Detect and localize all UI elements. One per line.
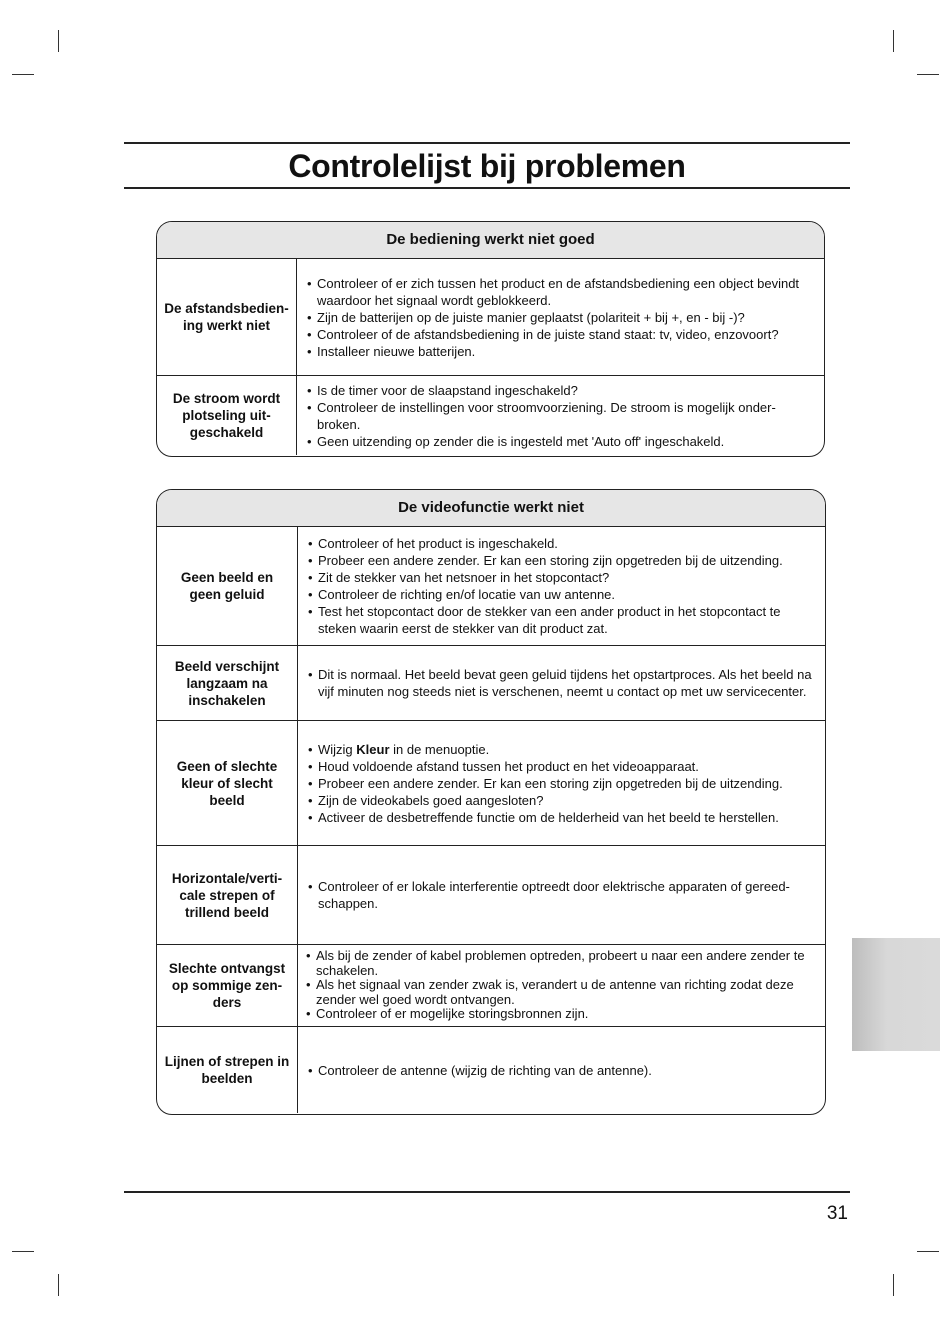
page-number: 31 <box>826 1203 848 1224</box>
solution-item: • Zijn de videokabels goed aangesloten? <box>308 792 819 809</box>
crop-mark <box>12 74 34 75</box>
solutions-cell <box>298 846 825 944</box>
solutions-cell <box>298 527 825 645</box>
issue-cell <box>157 721 298 845</box>
issue-cell <box>157 259 297 375</box>
solution-item: • Test het stopcontact door de stekker van een ander product in het stopcontact te steken waarin eerst de stekker van dit product zat. <box>308 603 819 637</box>
crop-mark <box>58 1274 59 1296</box>
chapter-side-tab <box>852 938 940 1051</box>
issue-cell <box>157 527 298 645</box>
table-heading: De videofunctie werkt niet <box>157 490 825 527</box>
issue-text: Beeld verschijnt langzaam na inschakelen <box>174 658 280 708</box>
solutions-cell <box>298 646 825 720</box>
solution-item: • Dit is normaal. Het beeld bevat geen geluid tijdens het opstartproces. Als het beeld na vijf minuten nog steeds niet is verschenen, neemt u contact op met uw servicecenter. <box>308 666 819 700</box>
solutions-cell <box>297 376 824 455</box>
crop-mark <box>917 74 939 75</box>
footer-rule <box>124 1191 850 1193</box>
solutions-cell <box>298 721 825 845</box>
solution-item: • Zijn de batterijen op de juiste manier geplaatst (polariteit + bij +, en - bij -)? <box>307 309 818 326</box>
crop-mark <box>917 1251 939 1252</box>
issue-text: Geen beeld en geen geluid <box>180 570 274 602</box>
solution-item: • Is de timer voor de slaapstand ingeschakeld? <box>307 382 818 399</box>
table-row <box>157 945 825 1027</box>
issue-text: Slechte ontvangst op sommige zen- ders <box>168 961 286 1010</box>
solutions-cell <box>298 1027 825 1113</box>
solution-item: • Geen uitzending op zender die is ingesteld met 'Auto off' ingeschakeld. <box>307 433 818 450</box>
issue-cell <box>157 1027 298 1113</box>
menu-option-name: Kleur <box>356 741 390 757</box>
issue-text: Horizontale/verti- cale strepen of trillend beeld <box>171 870 283 920</box>
table-heading: De bediening werkt niet goed <box>157 222 824 259</box>
solution-item: • Activeer de desbetreffende functie om de helderheid van het beeld te herstellen. <box>308 809 819 826</box>
solution-item: • Probeer een andere zender. Er kan een storing zijn opgetreden bij de uitzending. <box>308 552 819 569</box>
solution-item: • Controleer of er mogelijke storingsbronnen zijn. <box>306 1007 823 1022</box>
page-title: Controlelijst bij problemen <box>288 148 686 184</box>
solution-item: • Probeer een andere zender. Er kan een storing zijn opgetreden bij de uitzending. <box>308 775 819 792</box>
issue-text: Geen of slechte kleur of slecht beeld <box>176 758 278 808</box>
solution-item: • Controleer de antenne (wijzig de richting van de antenne). <box>308 1062 819 1079</box>
crop-mark <box>893 30 894 52</box>
table-row <box>157 721 825 846</box>
solution-item: • Als het signaal van zender zwak is, verandert u de antenne van richting zodat deze zender wel goed wordt ontvangen. <box>306 978 823 1007</box>
issue-cell <box>157 945 298 1026</box>
title-bottom-rule <box>124 187 850 189</box>
solutions-cell <box>298 945 825 1026</box>
table-row <box>157 527 825 646</box>
solution-text: in de menuoptie. <box>389 741 490 757</box>
solution-item: • Controleer de richting en/of locatie van uw antenne. <box>308 586 819 603</box>
table-row <box>157 1027 825 1113</box>
solution-item: • Controleer of er zich tussen het product en de afstandsbediening een object bevindt waardoor het signaal wordt geblokkeerd. <box>307 275 818 309</box>
table-row <box>157 259 824 376</box>
solution-item: • Controleer de instellingen voor stroomvoorziening. De stroom is mogelijk onder-broken. <box>307 399 818 433</box>
table-row <box>157 646 825 721</box>
table-row <box>157 376 824 455</box>
crop-mark <box>12 1251 34 1252</box>
solution-item: • Controleer of het product is ingeschakeld. <box>308 535 819 552</box>
issue-cell <box>157 846 298 944</box>
solution-item: • Controleer of de afstandsbediening in de juiste stand staat: tv, video, enzovoort? <box>307 326 818 343</box>
troubleshooting-table-video <box>156 489 826 1115</box>
solution-item: • Controleer of er lokale interferentie optreedt door elektrische apparaten of gereed-schappen. <box>308 878 819 912</box>
solution-item: • Installeer nieuwe batterijen. <box>307 343 818 360</box>
issue-text: Lijnen of strepen in beelden <box>164 1054 290 1086</box>
solution-item: • Houd voldoende afstand tussen het product en het videoapparaat. <box>308 758 819 775</box>
crop-mark <box>893 1274 894 1296</box>
solution-item: • Zit de stekker van het netsnoer in het stopcontact? <box>308 569 819 586</box>
solutions-cell <box>297 259 824 375</box>
table-row <box>157 846 825 945</box>
solution-text: Wijzig <box>318 741 357 757</box>
issue-text: De afstandsbedien- ing werkt niet <box>164 301 289 333</box>
troubleshooting-table-operation <box>156 221 825 457</box>
title-top-rule <box>124 142 850 144</box>
crop-mark <box>58 30 59 52</box>
solution-item <box>308 741 819 758</box>
solution-item: • Als bij de zender of kabel problemen optreden, probeert u naar een andere zender te schakelen. <box>306 949 823 978</box>
issue-cell <box>157 646 298 720</box>
issue-text: De stroom wordt plotseling uit- geschakeld <box>172 391 281 440</box>
issue-cell <box>157 376 297 455</box>
